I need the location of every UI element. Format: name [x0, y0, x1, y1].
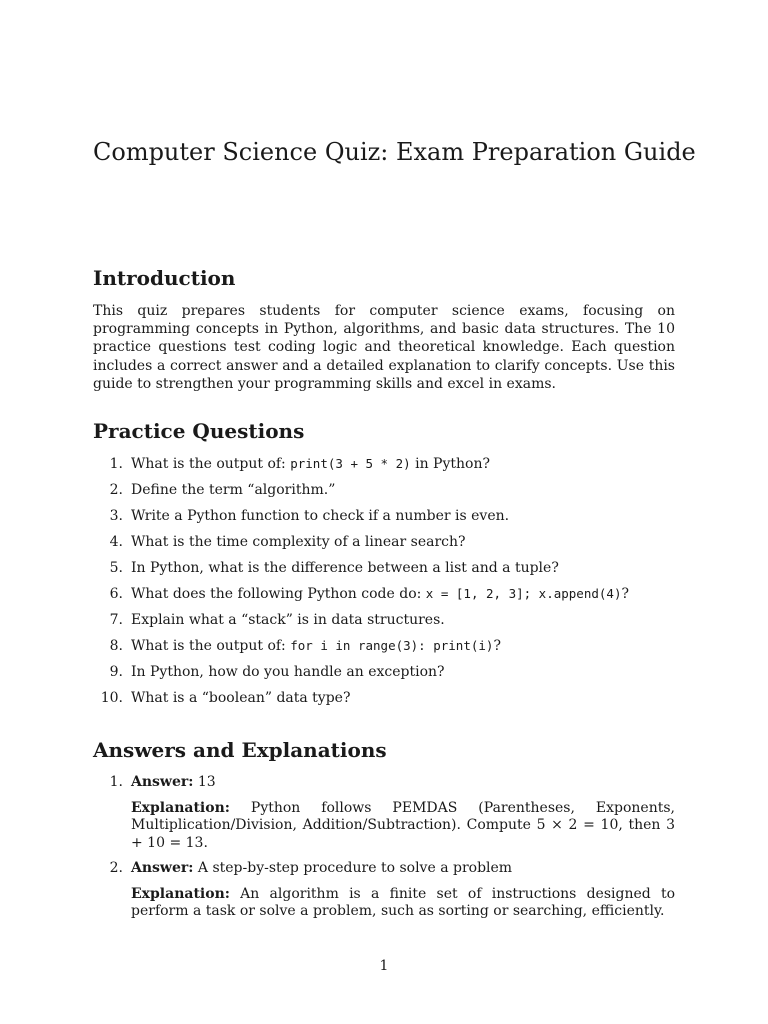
question-number: 2.	[109, 482, 123, 498]
answer-number: 1.	[109, 774, 123, 790]
question-item	[93, 611, 675, 637]
question-text-suffix: ?	[621, 586, 629, 602]
answer-text: A step-by-step procedure to solve a problem	[197, 860, 513, 876]
question-number: 4.	[109, 534, 123, 550]
question-text-suffix: in Python?	[410, 456, 490, 472]
question-number: 5.	[109, 560, 123, 576]
answer-label: Answer:	[131, 774, 194, 790]
question-text: Write a Python function to check if a number is even.	[131, 508, 510, 524]
question-number: 9.	[109, 664, 123, 680]
question-text: In Python, what is the difference between a list and a tuple?	[131, 560, 559, 576]
question-number: 10.	[100, 690, 123, 706]
explanation-text: An algorithm is a finite set of instructions designed to perform a task or solve a problem, such as sorting or searching, efficiently.	[131, 885, 676, 919]
page-number: 1	[379, 958, 389, 974]
introduction-paragraph: This quiz prepares students for computer science exams, focusing on programming concepts in Python, algorithms, and basic data structures. The 10 practice questions test coding logic and theoretical knowledge. Each question includes a correct answer and a detailed explanation to clarify concepts. Use this guide to strengthen your programming skills and excel in exams.	[93, 303, 675, 392]
question-item	[93, 689, 675, 715]
question-text: In Python, how do you handle an exception?	[131, 664, 445, 680]
practice-questions-heading: Practice Questions	[93, 419, 305, 443]
answer-label: Answer:	[131, 860, 194, 876]
answers-heading: Answers and Explanations	[93, 738, 387, 762]
answer-line	[131, 774, 675, 792]
question-item	[93, 533, 675, 559]
question-text: What is the time complexity of a linear search?	[131, 534, 466, 550]
question-item	[93, 507, 675, 533]
question-text: What does the following Python code do:	[131, 586, 426, 602]
question-list	[93, 455, 675, 715]
question-text-suffix: ?	[493, 638, 501, 654]
question-item	[93, 481, 675, 507]
answer-item	[93, 774, 675, 852]
page-title: Computer Science Quiz: Exam Preparation Guide	[93, 138, 696, 166]
question-code: x = [1, 2, 3]; x.append(4)	[425, 586, 622, 601]
question-number: 1.	[109, 456, 123, 472]
answer-text: 13	[197, 774, 216, 790]
explanation-label: Explanation:	[131, 885, 230, 902]
question-text: What is the output of:	[131, 638, 291, 654]
question-item	[93, 637, 675, 663]
question-number: 8.	[109, 638, 123, 654]
answer-list	[93, 774, 675, 929]
question-text: Define the term “algorithm.”	[131, 482, 336, 498]
explanation-label: Explanation:	[131, 799, 230, 816]
question-text: Explain what a “stack” is in data structures.	[131, 612, 445, 628]
question-number: 6.	[109, 586, 123, 602]
answer-line	[131, 860, 675, 878]
explanation-text: Python follows PEMDAS (Parentheses, Exponents, Multiplication/Division, Addition/Subtraction). Compute 5 × 2 = 10, then 3 + 10 = 13.	[131, 799, 675, 851]
question-code: print(3 + 5 * 2)	[290, 456, 411, 471]
introduction-heading: Introduction	[93, 266, 236, 290]
question-text: What is a “boolean” data type?	[131, 690, 351, 706]
question-item	[93, 455, 675, 481]
question-item	[93, 585, 675, 611]
explanation-line	[131, 800, 675, 853]
question-number: 3.	[109, 508, 123, 524]
question-number: 7.	[109, 612, 123, 628]
question-text: What is the output of:	[131, 456, 291, 472]
question-code: for i in range(3): print(i)	[290, 638, 494, 653]
explanation-line	[131, 886, 675, 921]
answer-number: 2.	[109, 860, 123, 876]
question-item	[93, 663, 675, 689]
answer-item	[93, 860, 675, 921]
question-item	[93, 559, 675, 585]
